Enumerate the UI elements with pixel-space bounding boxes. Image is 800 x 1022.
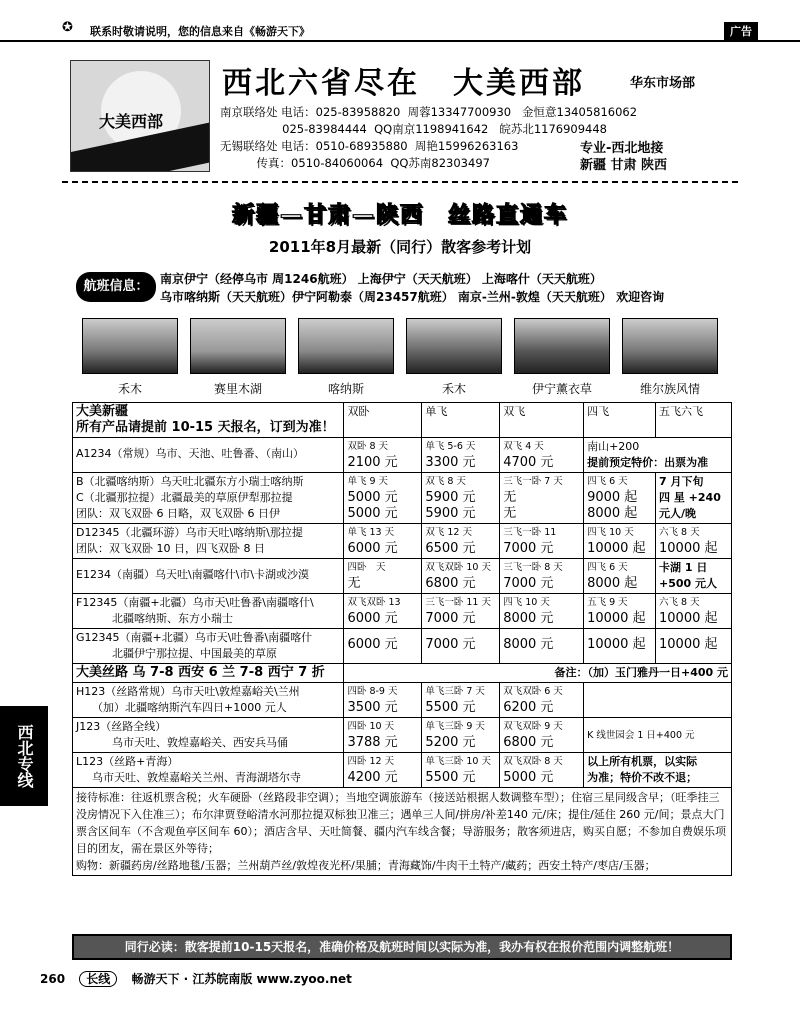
price-cell <box>422 594 500 629</box>
price: 5000 元 <box>347 490 398 505</box>
route-line: 团队：双飞双卧 10 日，四飞双卧 8 日 <box>76 542 265 555</box>
col-header: 单飞 <box>422 403 500 438</box>
price: 3788 元 <box>347 735 398 750</box>
price: 3500 元 <box>347 700 398 715</box>
duration: 四卧 天 <box>347 562 386 573</box>
route-name <box>73 718 344 753</box>
photo-strip <box>82 318 722 398</box>
route-name: E1234（南疆）乌天吐\南疆喀什\市\卡湖或沙漠 <box>73 559 344 594</box>
route-line: （加）北疆喀纳斯汽车四日+1000 元人 <box>92 701 287 714</box>
price: 6200 元 <box>503 700 554 715</box>
price: 7000 元 <box>422 629 500 664</box>
route-line: B（北疆喀纳斯）乌天吐北疆东方小瑞士喀纳斯 <box>76 475 304 488</box>
route-name <box>73 473 344 524</box>
price: 无 <box>503 506 517 521</box>
route-line: H123（丝路常规）乌市天吐\敦煌嘉峪关\兰州 <box>76 685 300 698</box>
note: 南山+200 <box>587 440 640 453</box>
price-cell <box>584 473 656 524</box>
note: 7 月下旬 <box>659 475 704 488</box>
photo-caption: 禾木 <box>117 382 142 396</box>
duration: 四飞 6 天 <box>587 476 628 487</box>
price: 7000 元 <box>425 611 476 626</box>
note: +500 元人 <box>659 577 718 590</box>
service-standard: 接待标准：往返机票含税；火车硬卧（丝路段非空调）；当地空调旅游车（接送站根据人数调整车型）；住宿三星同级含早；（旺季挂三没房情况下入住准三）；布尔津贾登峪清水河那拉提双标独卫准三；遇单三人间/拼房/补差140 元/床；提住/延住 260 元/间；景点大门票含区间车（不含观鱼亭区间车 60）；酒店含早、天吐简餐、疆内汽车线含餐；导游服务；散客须进店，购买自愿；不参加自费娱乐项目的团友，需在景区外等待； <box>76 791 726 855</box>
table-row <box>73 664 732 683</box>
xj-note: 所有产品请提前 10-15 天报名，订到为准！ <box>76 420 335 435</box>
price: 无 <box>347 576 361 591</box>
table-row <box>73 753 732 788</box>
price-cell <box>500 594 584 629</box>
contact-line: 传真：0510-84060064 QQ苏南82303497 <box>220 156 490 170</box>
table-row <box>73 403 732 438</box>
duration: 单飞 9 天 <box>347 476 389 487</box>
price-cell <box>422 438 500 473</box>
duration: 双飞双卧 9 天 <box>503 721 563 732</box>
flight-line: 南京伊宁（经停乌市 周1246航班） 上海伊宁（天天航班） 上海喀什（天天航班） <box>160 272 602 286</box>
duration: 单飞三卧 7 天 <box>425 686 485 697</box>
duration: 单飞 13 天 <box>347 527 395 538</box>
note-cell <box>584 438 732 473</box>
table-row <box>73 524 732 559</box>
table-row <box>73 438 732 473</box>
duration: 三飞一卧 11 <box>503 527 557 538</box>
price-cell <box>500 473 584 524</box>
price: 2100 元 <box>347 455 398 470</box>
duration: 五飞 9 天 <box>587 597 628 608</box>
route-name <box>73 524 344 559</box>
price-cell <box>500 559 584 594</box>
publication-name: 畅游天下 · 江苏皖南版 www.zyoo.net <box>131 972 352 986</box>
duration: 六飞 8 天 <box>659 527 700 538</box>
route-line: 北疆伊宁那拉提、中国最美的草原 <box>112 647 277 660</box>
duration: 四飞 6 天 <box>587 562 628 573</box>
terms-cell <box>73 788 732 876</box>
photo-caption: 赛里木湖 <box>213 382 262 396</box>
table-row <box>73 559 732 594</box>
price: 8000 元 <box>500 629 584 664</box>
note: 以上所有机票，以实际 <box>587 755 698 768</box>
price-cell <box>500 438 584 473</box>
duration: 四卧 12 天 <box>347 756 395 767</box>
duration: 双飞 8 天 <box>425 476 466 487</box>
photo-lavender <box>514 318 610 374</box>
contact-line: 无锡联络处 电话：0510-68935880 周艳15996263163 <box>220 139 519 153</box>
route-line: 乌市天吐、敦煌嘉峪关兰州、青海湖塔尔寺 <box>92 771 301 784</box>
photo-hemu <box>82 318 178 374</box>
note: 提前预定特价：出票为准 <box>587 456 709 469</box>
price: 8000 元 <box>503 611 554 626</box>
price-cell <box>344 473 422 524</box>
duration: 双飞双卧 8 天 <box>503 756 563 767</box>
duration: 双飞双卧 6 天 <box>503 686 563 697</box>
price-cell <box>422 753 500 788</box>
price: 8000 起 <box>587 506 638 521</box>
price: 10000 起 <box>656 629 732 664</box>
contact-info <box>220 104 637 172</box>
photo-caption: 喀纳斯 <box>327 382 364 396</box>
price: 5000 元 <box>503 770 554 785</box>
price-cell <box>344 559 422 594</box>
price: 4200 元 <box>347 770 398 785</box>
note: 元人/晚 <box>659 507 697 520</box>
route-line: F12345（南疆+北疆）乌市天\吐鲁番\南疆喀什\ <box>76 596 314 609</box>
flight-list <box>160 270 664 306</box>
price-cell <box>422 559 500 594</box>
price-cell <box>656 594 732 629</box>
price: 3300 元 <box>425 455 476 470</box>
dashed-divider <box>62 181 738 183</box>
price: 10000 起 <box>587 611 646 626</box>
price: 5900 元 <box>425 490 476 505</box>
price-cell <box>422 683 500 718</box>
duration: 双飞双卧 13 <box>347 597 401 608</box>
empty-cell <box>584 683 732 718</box>
note: 卡湖 1 日 <box>659 561 708 574</box>
price: 10000 起 <box>659 611 718 626</box>
flight-info-badge: 航班信息： <box>76 272 156 302</box>
source-notice: 联系时敬请说明，您的信息来自《畅游天下》 <box>90 25 310 38</box>
col-header: 五飞六飞 <box>656 403 732 438</box>
price: 7000 元 <box>503 576 554 591</box>
silk-note: 备注：（加）玉门雅丹一日+400 元 <box>344 664 732 683</box>
price: 10000 起 <box>584 629 656 664</box>
price-table <box>72 402 732 876</box>
price-cell <box>344 438 422 473</box>
price-cell <box>344 524 422 559</box>
table-row <box>73 594 732 629</box>
price-cell <box>422 473 500 524</box>
xj-title: 大美新疆 <box>76 404 129 419</box>
agency-logo <box>70 60 210 172</box>
page-number: 260 <box>40 972 66 986</box>
duration: 单飞三卧 10 天 <box>425 756 491 767</box>
price: 5000 元 <box>347 506 398 521</box>
price: 5200 元 <box>425 735 476 750</box>
price-cell <box>500 683 584 718</box>
note-cell <box>656 559 732 594</box>
contact-line: 南京联络处 电话：025-83958820 周蓉13347700930 金恒意13405816062 <box>220 105 638 119</box>
price-cell <box>584 524 656 559</box>
price: 9000 起 <box>587 490 638 505</box>
note-cell <box>584 753 732 788</box>
peer-notice: 同行必读：散客提前10-15天报名，准确价格及航班时间以实际为准，我办有权在报价范围内调整航班！ <box>72 934 732 960</box>
agency-title: 西北六省尽在 大美西部 <box>222 66 585 101</box>
photo-caption: 禾木 <box>441 382 466 396</box>
shopping-list: 购物：新疆药房/丝路地毯/玉器；兰州葫芦丝/敦煌夜光杯/果脯；青海藏饰/牛肉干土特产/藏药；西安土特产/枣店/玉器； <box>76 859 656 872</box>
specialty-line: 专业-西北地接 <box>580 141 664 156</box>
col-header: 双飞 <box>500 403 584 438</box>
price: 6800 元 <box>425 576 476 591</box>
price: 6000 元 <box>347 611 398 626</box>
table-row <box>73 788 732 876</box>
xj-header <box>73 403 344 438</box>
duration: 四卧 10 天 <box>347 721 395 732</box>
market-department: 华东市场部 <box>630 76 696 91</box>
route-name <box>73 629 344 664</box>
price: 5500 元 <box>425 770 476 785</box>
duration: 六飞 8 天 <box>659 597 700 608</box>
duration: 四飞 10 天 <box>587 527 634 538</box>
route-line: C（北疆那拉提）北疆最美的草原伊犁那拉提 <box>76 491 293 504</box>
photo-kanas <box>298 318 394 374</box>
price-cell <box>344 718 422 753</box>
price: 7000 元 <box>503 541 554 556</box>
price: 6000 元 <box>344 629 422 664</box>
price-cell <box>344 594 422 629</box>
duration: 四飞 10 天 <box>503 597 550 608</box>
route-name: A1234（常规）乌市、天池、吐鲁番、（南山） <box>73 438 344 473</box>
price-cell <box>344 753 422 788</box>
price: 10000 起 <box>659 541 718 556</box>
duration: 双卧 8 天 <box>347 441 389 452</box>
price-cell <box>500 718 584 753</box>
specialty <box>580 140 667 174</box>
route-title: 新疆—甘肃—陕西 丝路直通车 <box>231 203 568 228</box>
route-name <box>73 683 344 718</box>
price-cell <box>344 683 422 718</box>
price-cell <box>422 524 500 559</box>
note: 四 星 +240 <box>659 491 721 504</box>
note: 为准；特价不改不退； <box>587 771 698 784</box>
price: 5900 元 <box>425 506 476 521</box>
price-cell <box>500 524 584 559</box>
duration: 双飞 12 天 <box>425 527 472 538</box>
duration: 单飞 5-6 天 <box>425 441 476 452</box>
logo-text: 大美西部 <box>99 112 164 131</box>
note-cell: K 线世园会 1 日+400 元 <box>584 718 732 753</box>
route-line: 团队：双飞双卧 6 日略，双飞双卧 6 日伊 <box>76 507 280 520</box>
price: 5500 元 <box>425 700 476 715</box>
page-footer <box>40 970 780 987</box>
duration: 单飞三卧 9 天 <box>425 721 485 732</box>
duration: 三飞一卧 8 天 <box>503 562 563 573</box>
price: 10000 起 <box>587 541 646 556</box>
photo-hemu-2 <box>406 318 502 374</box>
route-name <box>73 594 344 629</box>
route-line: J123（丝路全线） <box>76 720 167 733</box>
silk-title: 大美丝路 乌 7-8 西安 6 兰 7-8 西宁 7 折 <box>73 664 344 683</box>
table-row <box>73 683 732 718</box>
ad-label: 广告 <box>724 22 758 40</box>
price-cell <box>584 559 656 594</box>
photo-sayram-lake <box>190 318 286 374</box>
side-section-label: 西北专线 <box>0 706 48 806</box>
duration: 双飞双卧 10 天 <box>425 562 491 573</box>
route-line: D12345（北疆环游）乌市天吐\喀纳斯\那拉提 <box>76 526 303 539</box>
price-cell <box>500 753 584 788</box>
col-header: 四飞 <box>584 403 656 438</box>
price-cell <box>656 524 732 559</box>
route-name <box>73 753 344 788</box>
price: 6000 元 <box>347 541 398 556</box>
route-line: 乌市天吐、敦煌嘉峪关、西安兵马俑 <box>112 736 288 749</box>
route-line: L123（丝路+青海） <box>76 755 179 768</box>
route-line: G12345（南疆+北疆）乌市天\吐鲁番\南疆喀什 <box>76 631 313 644</box>
flight-line: 乌市喀纳斯（天天航班）伊宁阿勒泰（周23457航班） 南京-兰州-敦煌（天天航班） 欢迎咨询 <box>160 290 665 304</box>
photo-caption: 伊宁薰衣草 <box>531 382 592 396</box>
section-label: 长线 <box>79 971 117 987</box>
note-cell <box>656 473 732 524</box>
price-cell <box>422 718 500 753</box>
duration: 双飞 4 天 <box>503 441 544 452</box>
table-row <box>73 718 732 753</box>
price: 6500 元 <box>425 541 476 556</box>
contact-line: 025-83984444 QQ南京1198941642 皖苏北1176909448 <box>220 122 607 136</box>
specialty-line: 新疆 甘肃 陕西 <box>580 158 668 173</box>
duration: 四卧 8-9 天 <box>347 686 398 697</box>
price: 8000 起 <box>587 576 638 591</box>
photo-uyghur <box>622 318 718 374</box>
plan-title: 2011年8月最新（同行）散客参考计划 <box>268 238 532 256</box>
photo-caption: 维尔族风情 <box>639 382 700 396</box>
price-cell <box>584 594 656 629</box>
route-line: 北疆喀纳斯、东方小瑞士 <box>112 612 233 625</box>
table-row <box>73 629 732 664</box>
magazine-logo-icon: ✪ <box>62 20 73 35</box>
price: 无 <box>503 490 517 505</box>
agency-header <box>70 60 730 180</box>
duration: 三飞一卧 7 天 <box>503 476 563 487</box>
price: 4700 元 <box>503 455 554 470</box>
col-header: 双卧 <box>344 403 422 438</box>
price: 6800 元 <box>503 735 554 750</box>
top-bar <box>0 20 800 42</box>
table-row <box>73 473 732 524</box>
duration: 三飞一卧 11 天 <box>425 597 491 608</box>
